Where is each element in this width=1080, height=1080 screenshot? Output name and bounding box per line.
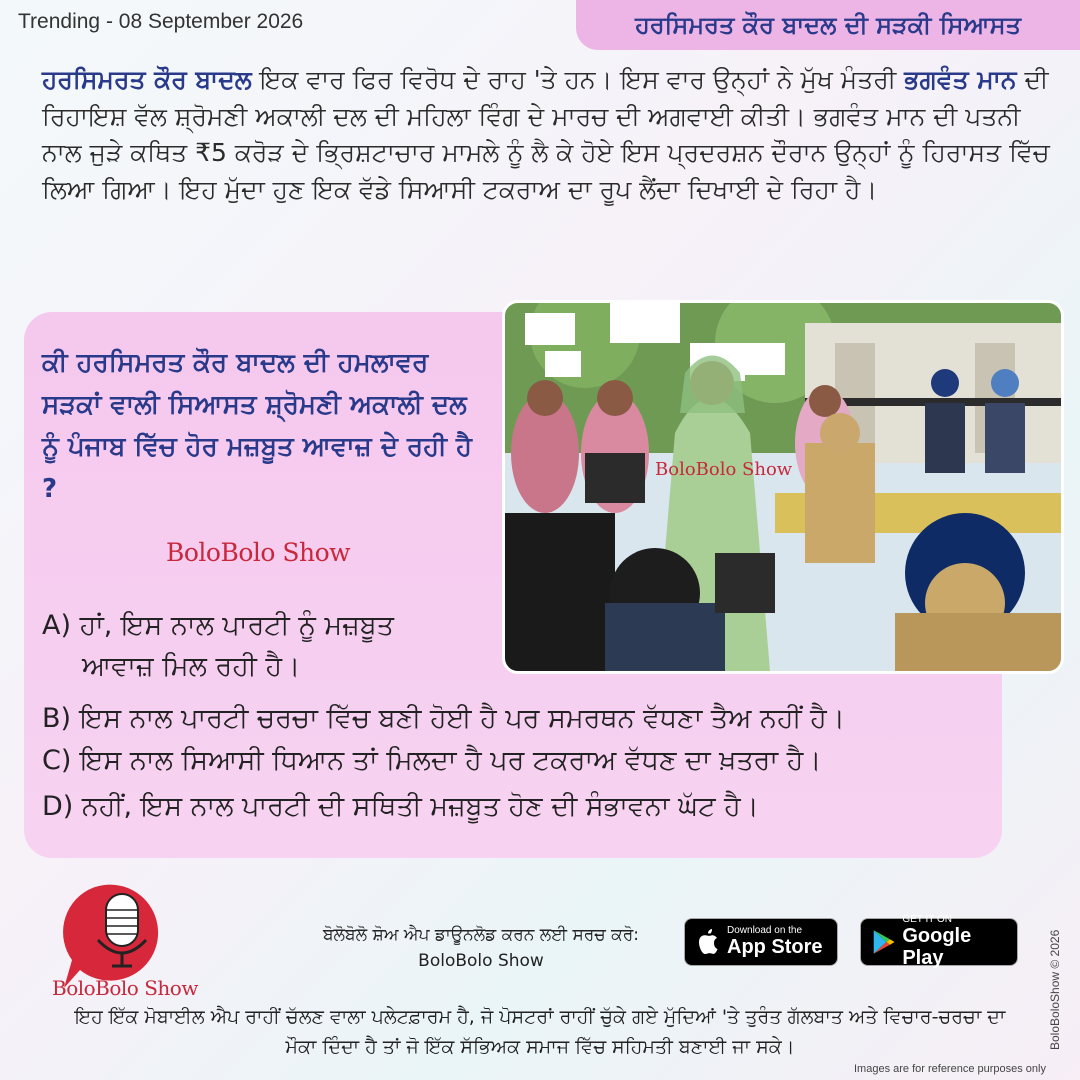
app-store-button[interactable] <box>684 918 838 966</box>
google-play-small-text: GET IT ON <box>902 914 952 925</box>
poll-option-b[interactable]: B) ਇਸ ਨਾਲ ਪਾਰਟੀ ਚਰਚਾ ਵਿੱਚ ਬਣੀ ਹੋਈ ਹੈ ਪਰ ਸਮਰਥਨ ਵੱਧਣਾ ਤੈਅ ਨਹੀਂ ਹੈ। <box>42 703 845 734</box>
protest-photo-illustration <box>505 303 1061 671</box>
brand-watermark: BoloBolo Show <box>166 538 351 567</box>
copyright-text: BoloBoloShow © 2026 <box>1048 929 1062 1050</box>
platform-description: ਇਹ ਇੱਕ ਮੋਬਾਈਲ ਐਪ ਰਾਹੀਂ ਚੱਲਣ ਵਾਲਾ ਪਲੇਟਫ਼ਾਰਮ ਹੈ, ਜੋ ਪੋਸਟਰਾਂ ਰਾਹੀਂ ਚੁੱਕੇ ਗਏ ਮੁੱਦਿਆਂ 'ਤੇ ਤੁਰੰਤ ਗੱਲਬਾਤ ਅਤੇ ਵਿਚਾਰ-ਚਰਚਾ ਦਾ ਮੌਕਾ ਦਿੰਦਾ ਹੈ ਤਾਂ ਜੋ ਇੱਕ ਸੱਭਿਅਕ ਸਮਾਜ ਵਿੱਚ ਸਹਿਮਤੀ ਬਣਾਈ ਜਾ ਸਕੇ। <box>74 1006 1006 1059</box>
photo-watermark: BoloBolo Show <box>655 459 793 480</box>
intro-name-bhagwant: ਭਗਵੰਤ ਮਾਨ <box>904 65 1017 94</box>
search-hint-line1: ਬੋਲੋਬੋਲੋ ਸ਼ੋਅ ਐਪ ਡਾਊਨਲੋਡ ਕਰਨ ਲਈ ਸਰਚ ਕਰੋ: <box>322 925 640 945</box>
apple-icon <box>695 927 721 957</box>
poll-question: ਕੀ ਹਰਸਿਮਰਤ ਕੌਰ ਬਾਦਲ ਦੀ ਹਮਲਾਵਰ ਸੜਕਾਂ ਵਾਲੀ ਸਿਆਸਤ ਸ਼੍ਰੋਮਣੀ ਅਕਾਲੀ ਦਲ ਨੂੰ ਪੰਜਾਬ ਵਿੱਚ ਹੋਰ ਮਜ਼ਬੂਤ ਆਵਾਜ਼ ਦੇ ਰਹੀ ਹੈ ? <box>42 348 472 505</box>
footer-logo-text: BoloBolo Show <box>52 976 198 1000</box>
intro-name-harsimrat: ਹਰਸਿਮਰਤ ਕੌਰ ਬਾਦਲ <box>42 65 252 94</box>
protest-photo <box>502 300 1064 674</box>
google-play-button[interactable] <box>860 914 1018 969</box>
headline-banner: ਹਰਸਿਮਰਤ ਕੌਰ ਬਾਦਲ ਦੀ ਸੜਕੀ ਸਿਆਸਤ <box>576 0 1080 50</box>
app-store-small-text: Download on the <box>727 925 803 936</box>
poll-option-a[interactable]: A) ਹਾਂ, ਇਸ ਨਾਲ ਪਾਰਟੀ ਨੂੰ ਮਜ਼ਬੂਤ ਆਵਾਜ਼ ਮਿਲ ਰਹੀ ਹੈ। <box>42 610 394 682</box>
app-search-hint <box>300 922 662 975</box>
poll-option-d[interactable]: D) ਨਹੀਂ, ਇਸ ਨਾਲ ਪਾਰਟੀ ਦੀ ਸਥਿਤੀ ਮਜ਼ਬੂਤ ਹੋਣ ਦੀ ਸੰਭਾਵਨਾ ਘੱਟ ਹੈ। <box>42 791 759 822</box>
app-store-label: App Store <box>727 936 823 958</box>
poll-option-c[interactable]: C) ਇਸ ਨਾਲ ਸਿਆਸੀ ਧਿਆਨ ਤਾਂ ਮਿਲਦਾ ਹੈ ਪਰ ਟਕਰਾਅ ਵੱਧਣ ਦਾ ਖ਼ਤਰਾ ਹੈ। <box>42 745 822 776</box>
intro-text-1: ਇਕ ਵਾਰ ਫਿਰ ਵਿਰੋਧ ਦੇ ਰਾਹ 'ਤੇ ਹਨ। ਇਸ ਵਾਰ ਉਨ੍ਹਾਂ ਨੇ ਮੁੱਖ ਮੰਤਰੀ <box>251 65 905 94</box>
image-disclaimer: Images are for reference purposes only <box>854 1063 1046 1075</box>
dateline: Trending - 08 September 2026 <box>18 10 304 33</box>
google-play-icon <box>871 927 896 957</box>
intro-paragraph <box>42 62 1052 208</box>
search-hint-line2: BoloBolo Show <box>418 951 544 972</box>
intro-text-2: ਦੀ ਰਿਹਾਇਸ਼ ਵੱਲ ਸ਼੍ਰੋਮਣੀ ਅਕਾਲੀ ਦਲ ਦੀ ਮਹਿਲਾ ਵਿੰਗ ਦੇ ਮਾਰਚ ਦੀ ਅਗਵਾਈ ਕੀਤੀ। ਭਗਵੰਤ ਮਾਨ ਦੀ ਪਤਨੀ ਨਾਲ ਜੁੜੇ ਕਥਿਤ ₹5 ਕਰੋੜ ਦੇ ਭ੍ਰਿਸ਼ਟਾਚਾਰ ਮਾਮਲੇ ਨੂੰ ਲੈ ਕੇ ਹੋਏ ਇਸ ਪ੍ਰਦਰਸ਼ਨ ਦੌਰਾਨ ਉਨ੍ਹਾਂ ਨੂੰ ਹਿਰਾਸਤ ਵਿੱਚ ਲਿਆ ਗਿਆ। ਇਹ ਮੁੱਦਾ ਹੁਣ ਇਕ ਵੱਡੇ ਸਿਆਸੀ ਟਕਰਾਅ ਦਾ ਰੂਪ ਲੈਂਦਾ ਦਿਖਾਈ ਦੇ ਰਿਹਾ ਹੈ। <box>42 65 1050 204</box>
google-play-label: Google Play <box>902 925 972 969</box>
